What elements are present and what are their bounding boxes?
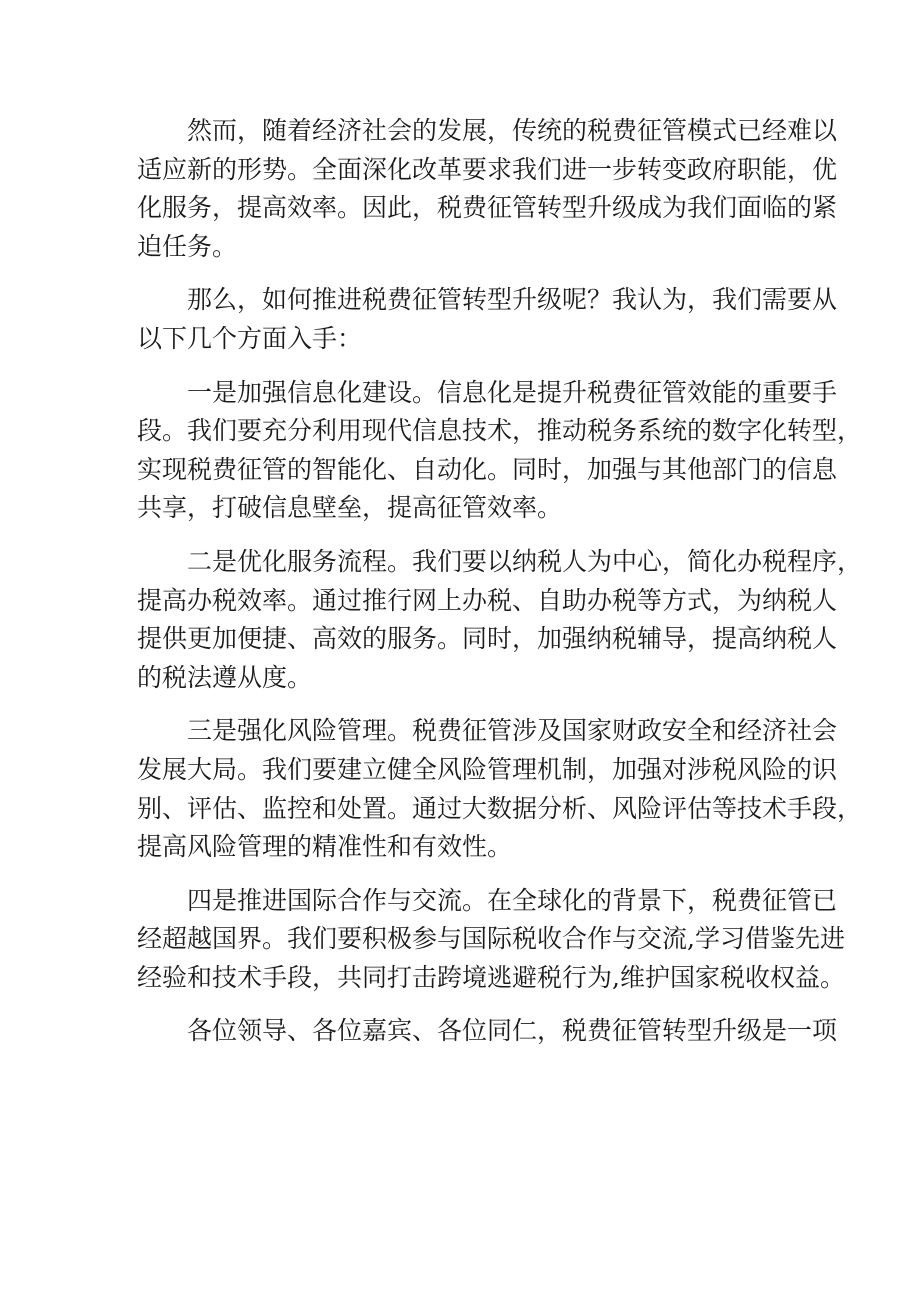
paragraph-line: 四是推进国际合作与交流。在全球化的背景下，税费征管已 <box>187 885 838 915</box>
paragraph-line: 二是优化服务流程。我们要以纳税人为中心，简化办税程序， <box>187 546 863 576</box>
paragraph-line: 提高办税效率。通过推行网上办税、自助办税等方式，为纳税人 <box>137 585 838 615</box>
paragraph-line: 提供更加便捷、高效的服务。同时，加强纳税辅导，提高纳税人 <box>137 624 838 654</box>
paragraph-line: 段。我们要充分利用现代信息技术，推动税务系统的数字化转型， <box>137 416 863 446</box>
document-body <box>137 112 863 1051</box>
paragraph-line: 化服务，提高效率。因此，税费征管转型升级成为我们面临的紧 <box>137 193 838 223</box>
paragraph-line: 的税法遵从度。 <box>137 662 313 692</box>
paragraph-line: 各位领导、各位嘉宾、各位同仁，税费征管转型升级是一项 <box>187 1016 838 1046</box>
paragraph-line: 适应新的形势。全面深化改革要求我们进一步转变政府职能，优 <box>137 154 838 184</box>
paragraph-line: 提高风险管理的精准性和有效性。 <box>137 832 513 862</box>
paragraph-line: 然而，随着经济社会的发展，传统的税费征管模式已经难以 <box>187 116 838 145</box>
paragraph-line: 三是强化风险管理。税费征管涉及国家财政安全和经济社会 <box>187 716 838 746</box>
paragraph-line: 经超越国界。我们要积极参与国际税收合作与交流,学习借鉴先进 <box>137 924 845 954</box>
paragraph-line: 那么，如何推进税费征管转型升级呢？我认为，我们需要从 <box>187 285 838 315</box>
paragraph-line: 实现税费征管的智能化、自动化。同时，加强与其他部门的信息 <box>137 454 838 484</box>
paragraph-line: 迫任务。 <box>137 231 238 261</box>
paragraph-line: 发展大局。我们要建立健全风险管理机制，加强对涉税风险的识 <box>137 754 838 784</box>
paragraph-line: 经验和技术手段，共同打击跨境逃避税行为,维护国家税收权益。 <box>137 962 845 992</box>
paragraph-line: 别、评估、监控和处置。通过大数据分析、风险评估等技术手段， <box>137 793 863 823</box>
paragraph-line: 共享，打破信息壁垒，提高征管效率。 <box>137 493 563 523</box>
paragraph-line: 以下几个方面入手： <box>137 323 363 353</box>
paragraph-line: 一是加强信息化建设。信息化是提升税费征管效能的重要手 <box>187 377 838 407</box>
